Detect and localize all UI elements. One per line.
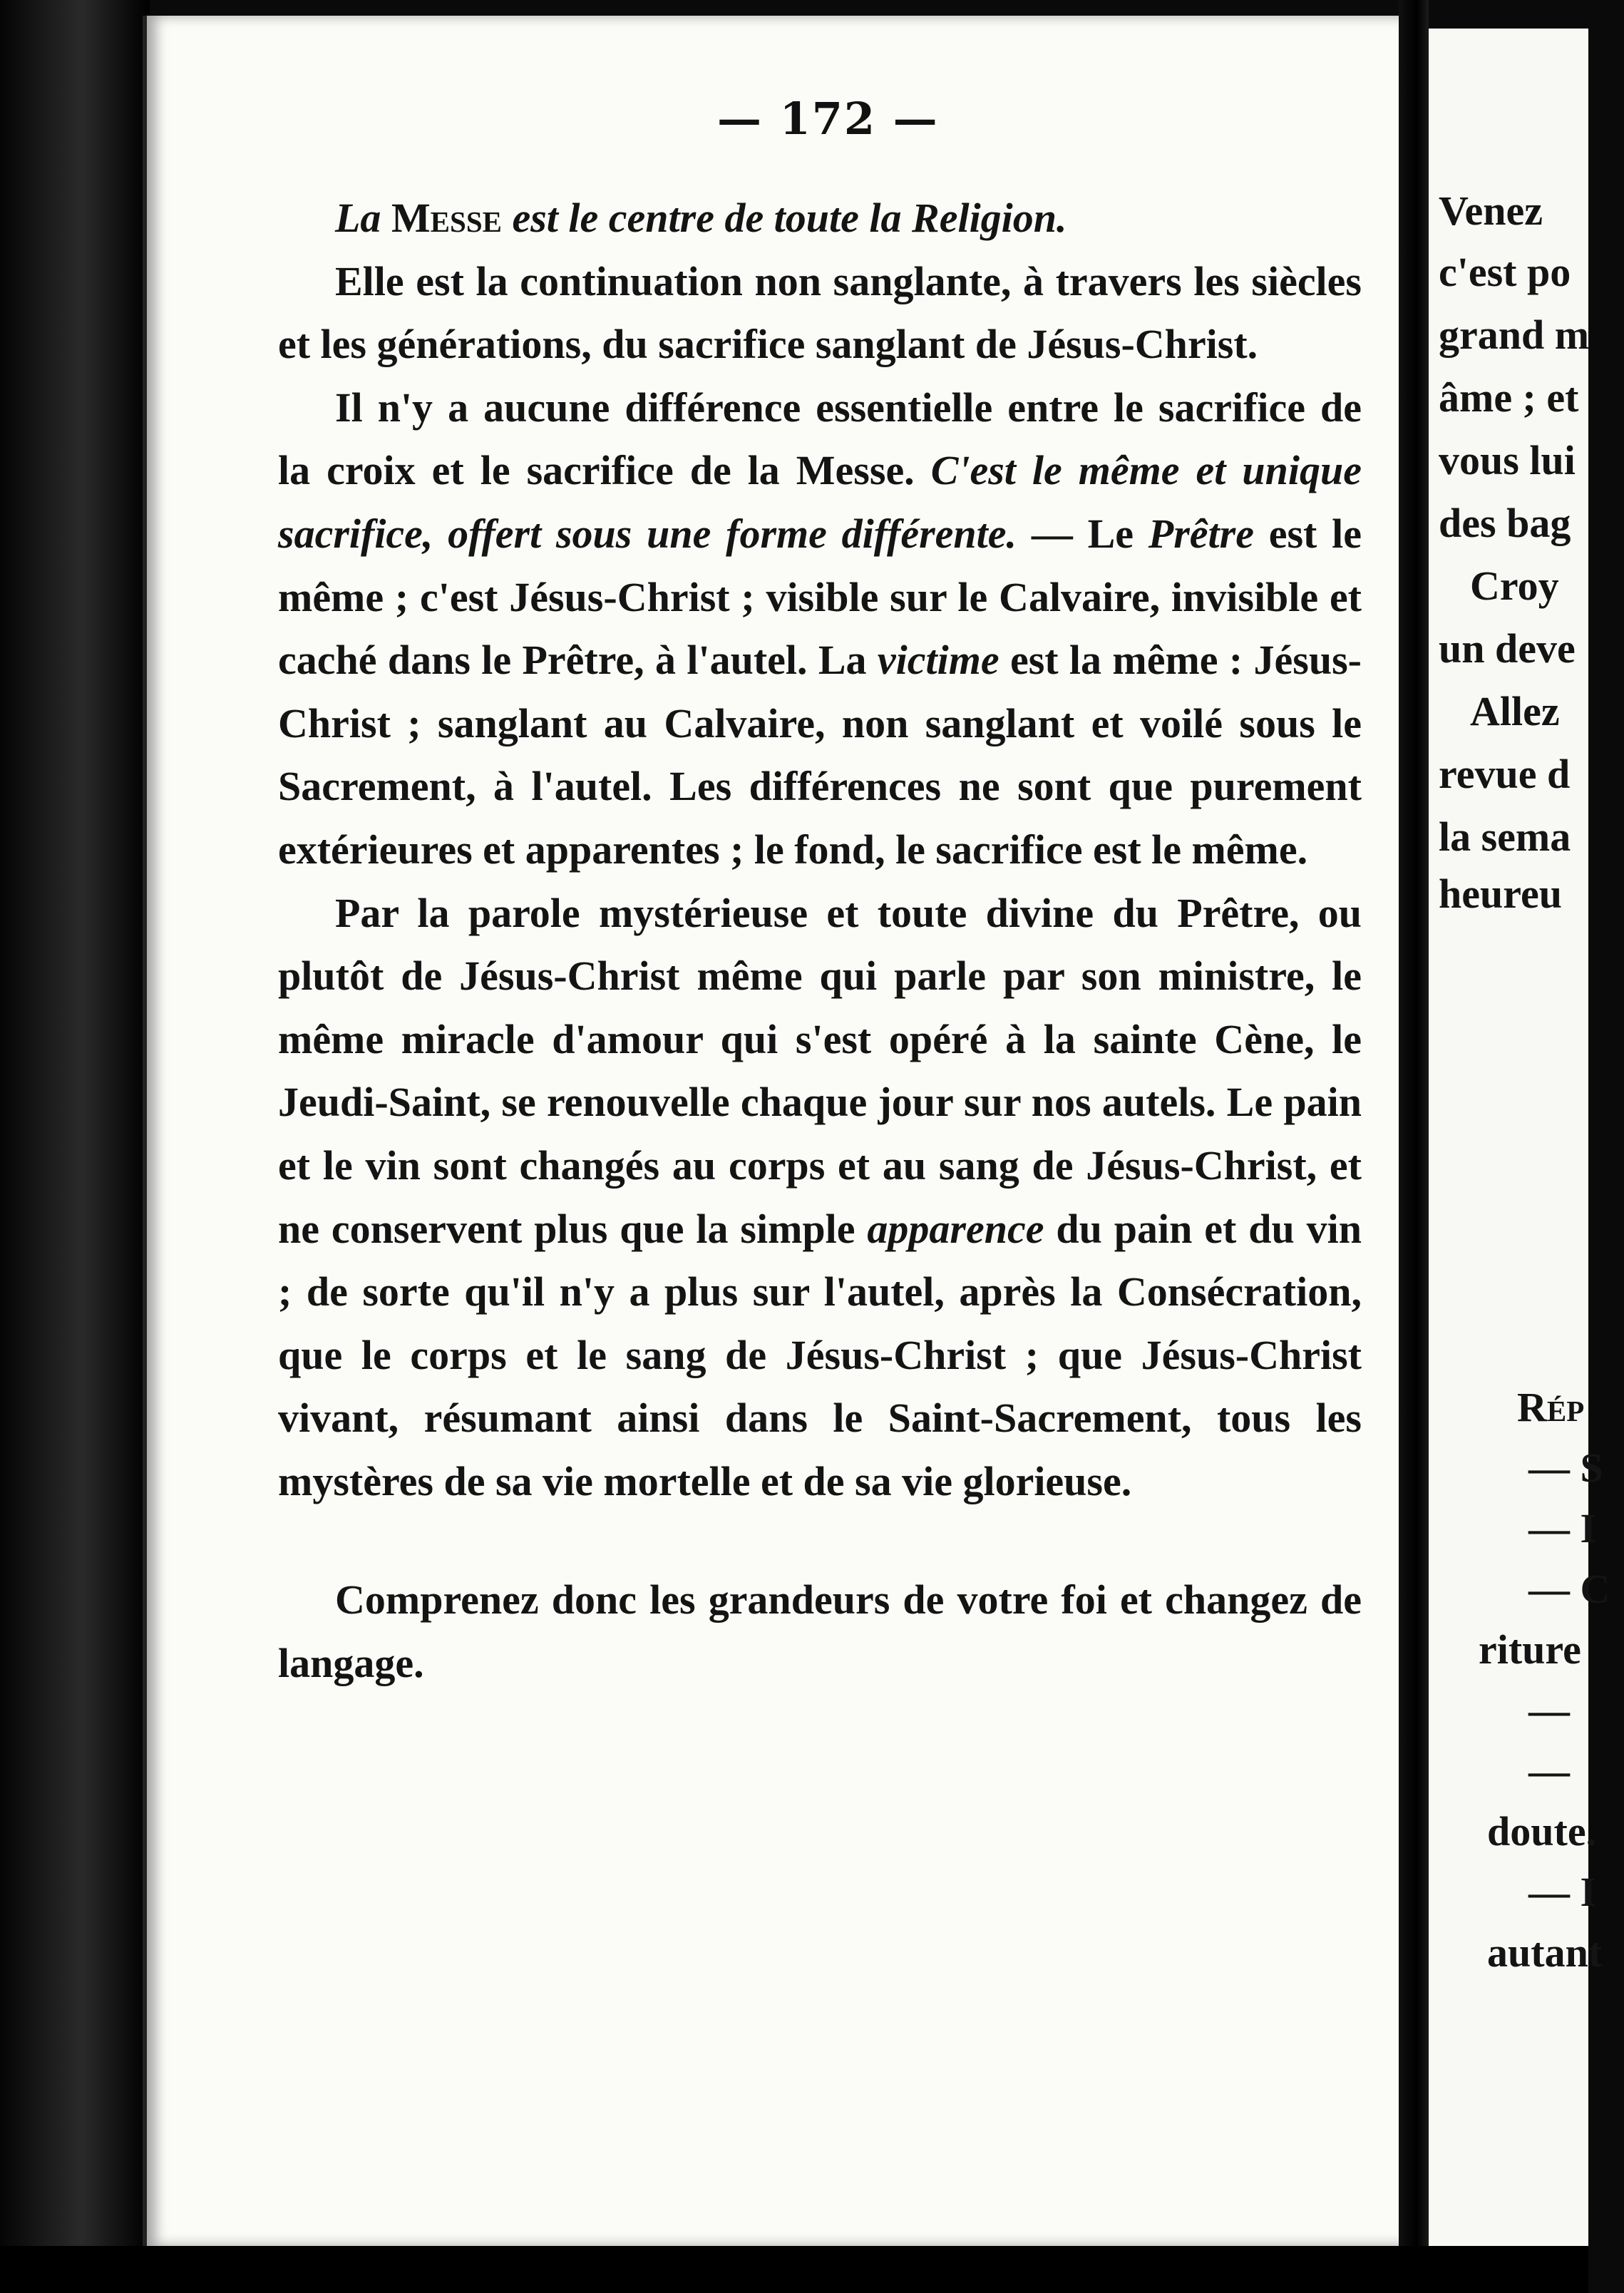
fragment-line: —	[1528, 1687, 1570, 1733]
fragment-line: un deve	[1439, 625, 1576, 672]
fragment-line: revue d	[1439, 751, 1571, 797]
fragment-line: —	[1528, 1748, 1570, 1794]
scan-bottom-edge	[0, 2246, 1588, 2293]
fragment-line: riture	[1479, 1626, 1581, 1673]
fragment-line: — C	[1528, 1566, 1610, 1612]
fragment-line: heureu	[1439, 871, 1562, 917]
fragment-line: des bag	[1439, 500, 1571, 546]
book-binding	[0, 0, 150, 2293]
fragment-line: Croy	[1470, 563, 1559, 609]
page-gutter	[1399, 0, 1429, 2293]
page-number: — 172 —	[717, 93, 939, 145]
paragraph-5: Comprenez donc les grandeurs de votre foi et changez de langage.	[278, 1576, 1362, 1687]
paragraph-4: Par la parole mystérieuse et toute divine du Prêtre, ou plutôt de Jésus-Christ même qui parle par son ministre, le même miracle d'amour qui s'est opéré à la sainte Cène, le Jeudi-Saint, se renouvelle chaque jour sur nos autels. Le pain et le vin sont changés au corps et au sang de Jésus-Christ, et ne conservent plus que la simple apparence du pain et du vin ; de sorte qu'il n'y a plus sur l'autel, après la Consécration, que le corps et le sang de Jésus-Christ ; que Jésus-Christ vivant, résumant ainsi dans le Saint-Sacrement, tous les mystères de sa vie mortelle et de sa vie glorieuse.	[278, 889, 1362, 1504]
right-page	[1429, 29, 1610, 2246]
fragment-line: âme ; et	[1439, 374, 1579, 421]
fragment-line: la sema	[1439, 814, 1571, 860]
fragment-line: autant	[1487, 1929, 1603, 1976]
fragment-line: Venez	[1439, 188, 1543, 234]
paragraph-1: La Messe est le centre de toute la Religion.	[335, 195, 1067, 241]
paragraph-3: Il n'y a aucune différence essentielle entre le sacrifice de la croix et le sacrifice de la Messe. C'est le même et unique sacrifice, offert sous une forme différente. — Le Prêtre est le même ; c'est Jésus-Christ ; visible sur le Calvaire, invisible et caché dans le Prêtre, à l'autel. La victime est la même : Jésus-Christ ; sanglant au Calvaire, non sanglant et voilé sous le Sacrement, à l'autel. Les différences ne sont que purement extérieures et apparentes ; le fond, le sacrifice est le même.	[278, 384, 1362, 873]
fragment-line: Allez	[1470, 688, 1560, 734]
term-messe: Messe	[391, 195, 502, 241]
fragment-line: — I	[1528, 1505, 1597, 1551]
fragment-line: doute.	[1487, 1808, 1597, 1855]
fragment-line: c'est po	[1439, 249, 1571, 295]
fragment-line: — S	[1528, 1445, 1603, 1491]
fragment-line: Rép	[1517, 1384, 1585, 1430]
fragment-line: — I	[1528, 1869, 1597, 1915]
paragraph-2: Elle est la continuation non sanglante, à travers les siècles et les générations, du sacrifice sanglant de Jésus-Christ.	[278, 257, 1362, 368]
fragment-line: vous lui	[1439, 437, 1576, 483]
fragment-line: grand m	[1439, 312, 1590, 358]
left-page-text	[278, 187, 1362, 1696]
